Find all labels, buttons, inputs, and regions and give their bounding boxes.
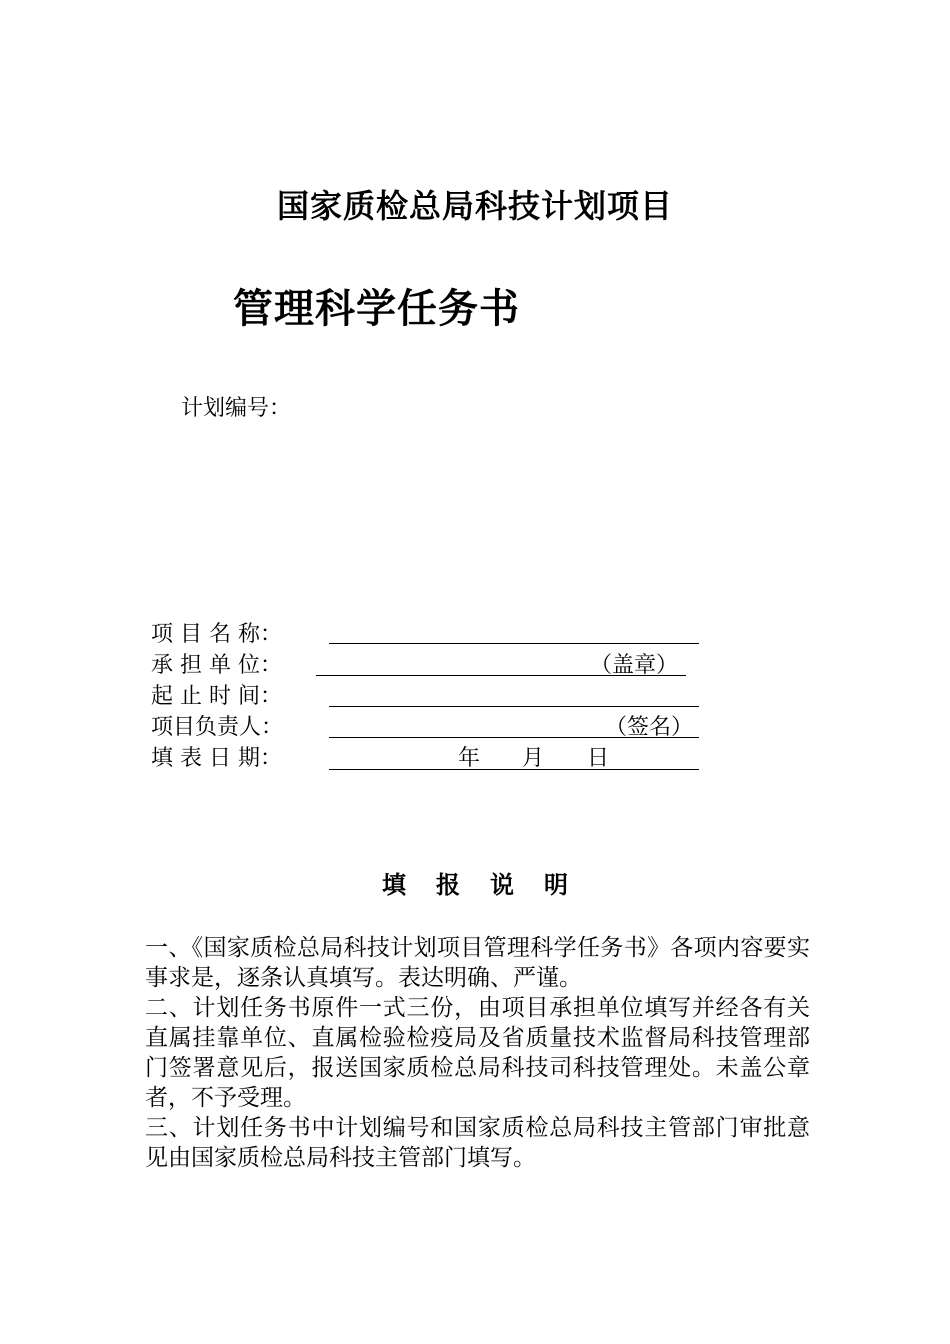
signature-note: （签名） (605, 715, 694, 740)
document-subtitle: 管理科学任务书 (233, 286, 520, 332)
document-title: 国家质检总局科技计划项目 (276, 187, 673, 225)
period-line[interactable] (329, 706, 699, 707)
instruction-item: 一、《国家质检总局科技计划项目管理科学任务书》各项内容要实事求是，逐条认真填写。表达明确、严谨。 (145, 935, 810, 991)
plan-number-label: 计划编号： (181, 396, 292, 421)
seal-note: （盖章） (590, 653, 679, 678)
project-name-line[interactable] (329, 643, 699, 644)
instruction-item: 二、计划任务书原件一式三份，由项目承担单位填写并经各有关直属挂靠单位、直属检验检疫局及省质量技术监督局科技管理部门签署意见后，报送国家质检总局科技司科技管理处。未盖公章者，不予受理。 (145, 995, 810, 1111)
date-day-label: 日 (587, 746, 610, 771)
date-year-label: 年 (458, 746, 481, 771)
project-leader-label: 项目负责人： (151, 715, 284, 740)
fill-date-label: 填 表 日 期： (151, 746, 282, 771)
fill-date-line[interactable] (329, 769, 699, 770)
instruction-item: 三、计划任务书中计划编号和国家质检总局科技主管部门审批意见由国家质检总局科技主管部门填写。 (145, 1115, 810, 1171)
heading-char: 明 (544, 871, 568, 899)
period-label: 起 止 时 间： (151, 684, 282, 709)
heading-char: 报 (436, 871, 460, 899)
instructions-body (145, 933, 810, 1173)
heading-char: 填 (382, 871, 406, 899)
date-month-label: 月 (522, 746, 545, 771)
heading-char: 说 (490, 871, 514, 899)
instructions-heading (0, 868, 950, 902)
project-name-label: 项 目 名 称： (151, 622, 282, 647)
undertaking-unit-label: 承 担 单 位： (151, 653, 282, 678)
